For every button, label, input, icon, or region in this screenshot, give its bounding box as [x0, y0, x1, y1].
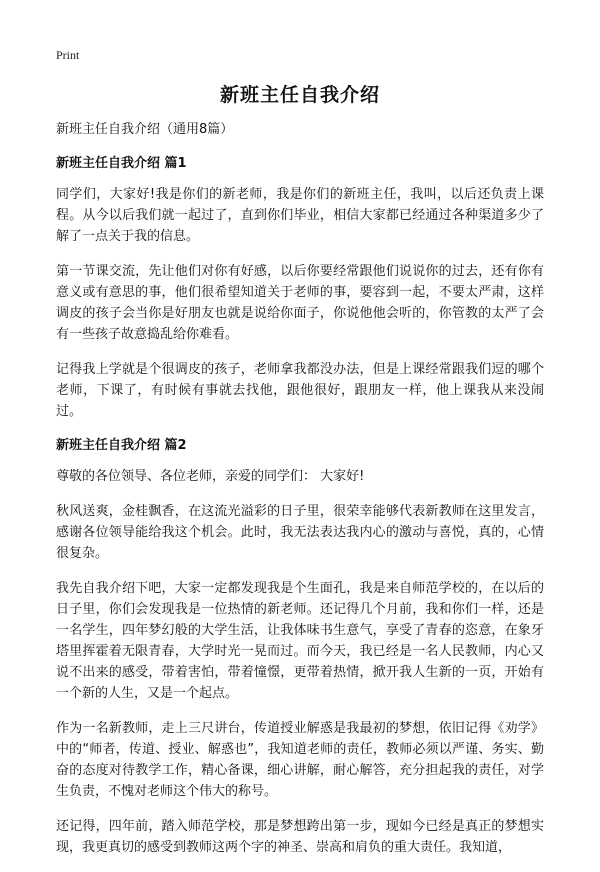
section-heading: 新班主任自我介绍 篇1 — [56, 156, 187, 171]
paragraph: 记得我上学就是个很调皮的孩子，老师拿我都没办法，但是上课经常跟我们逗的哪个老师，下课了，有时候有事就去找他，跟他很好，跟朋友一样，他上课我从来没闹过。 — [56, 362, 544, 419]
section-2 — [56, 436, 544, 858]
document-subtitle: 新班主任自我介绍（通用8篇） — [56, 122, 234, 137]
paragraph: 尊敬的各位领导、各位老师，亲爱的同学们： 大家好! — [56, 469, 365, 484]
section-1 — [56, 154, 544, 422]
paragraph: 我先自我介绍下吧，大家一定都发现我是个生面孔，我是来自师范学校的，在以后的日子里，你们会发现我是一位热情的新老师。还记得几个月前，我和你们一样，还是一名学生，四年梦幻般的大学生活，让我体味书生意气，享受了青春的恣意，在象牙塔里挥霍着无限青春，大学时光一晃而过。而今天，我已经是一名人民教师，内心又说不出来的感受，带着害怕，带着憧憬，更带着热情，掀开我人生新的一页，开始有一个新的人生，又是一个起点。 — [56, 581, 544, 701]
paragraph: 秋风送爽，金桂飘香，在这流光溢彩的日子里，很荣幸能够代表新教师在这里发言，感谢各位领导能给我这个机会。此时，我无法表达我内心的激动与喜悦，真的，心情很复杂。 — [56, 504, 544, 561]
page-title: 新班主任自我介绍 — [219, 84, 380, 106]
document-body — [56, 120, 544, 872]
paragraph: 作为一名新教师，走上三尺讲台，传道授业解惑是我最初的梦想，依旧记得《劝学》中的“师者，传道、授业、解惑也”，我知道老师的责任，教师必须以严谨、务实、勤奋的态度对待教学工作，精心备课，细心讲解，耐心解答，充分担起我的责任，对学生负责，不愧对老师这个伟大的称号。 — [56, 721, 544, 799]
paragraph: 第一节课交流，先让他们对你有好感，以后你要经常跟他们说说你的过去，还有你有意义或有意思的事，他们很希望知道关于老师的事，要容到一起，不要太严肃，这样调皮的孩子会当你是好朋友也就是说给你面子，你说他他会听的，你管教的太严了会有一些孩子故意捣乱给你难看。 — [56, 264, 544, 342]
section-heading: 新班主任自我介绍 篇2 — [56, 438, 187, 453]
paragraph: 同学们，大家好!我是你们的新老师，我是你们的新班主任，我叫，以后还负责上课程。从今以后我们就一起过了，直到你们毕业，相信大家都已经通过各种渠道多少了解了一点关于我的信息。 — [56, 187, 544, 244]
print-link[interactable]: Print — [56, 48, 80, 62]
paragraph: 还记得，四年前，踏入师范学校，那是梦想跨出第一步，现如今已经是真正的梦想实现，我更真切的感受到教师这两个字的神圣、崇高和肩负的重大责任。我知道， — [56, 819, 544, 855]
